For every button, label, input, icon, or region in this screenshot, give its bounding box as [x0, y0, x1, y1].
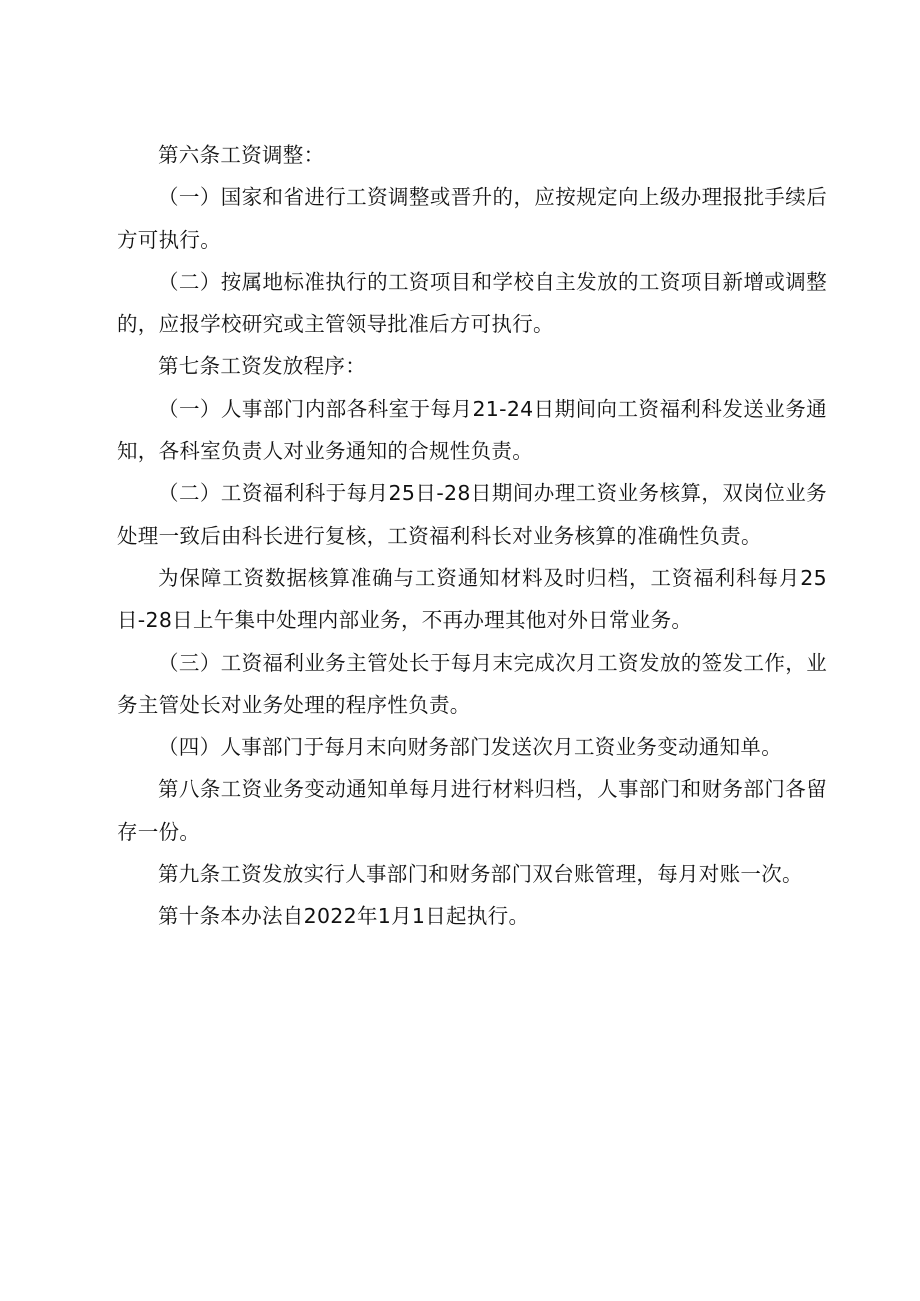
article-7-item-2: （二）工资福利科于每月25日-28日期间办理工资业务核算，双岗位业务处理一致后由科长进行复核，工资福利科长对业务核算的准确性负责。 — [117, 481, 827, 548]
article-7-note: 为保障工资数据核算准确与工资通知材料及时归档，工资福利科每月25日-28日上午集中处理内部业务，不再办理其他对外日常业务。 — [117, 565, 827, 633]
article-7-item-3: （三）工资福利业务主管处长于每月末完成次月工资发放的签发工作，业务主管处长对业务处理的程序性负责。 — [117, 650, 827, 717]
article-8: 第八条工资业务变动通知单每月进行材料归档，人事部门和财务部门各留存一份。 — [117, 777, 827, 844]
article-7-heading: 第七条工资发放程序： — [158, 354, 366, 379]
article-6-item-2: （二）按属地标准执行的工资项目和学校自主发放的工资项目新增或调整的，应报学校研究或主管领导批准后方可执行。 — [117, 269, 827, 337]
article-9: 第九条工资发放实行人事部门和财务部门双台账管理，每月对账一次。 — [158, 862, 803, 887]
article-7-item-4: （四）人事部门于每月末向财务部门发送次月工资业务变动通知单。 — [158, 735, 782, 760]
document-body — [117, 134, 827, 938]
article-7-item-1: （一）人事部门内部各科室于每月21-24日期间向工资福利科发送业务通知，各科室负责人对业务通知的合规性负责。 — [117, 396, 827, 464]
article-10: 第十条本办法自2022年1月1日起执行。 — [158, 904, 530, 929]
article-6-item-1: （一）国家和省进行工资调整或晋升的，应按规定向上级办理报批手续后方可执行。 — [117, 185, 827, 252]
article-6-heading: 第六条工资调整： — [158, 143, 325, 167]
